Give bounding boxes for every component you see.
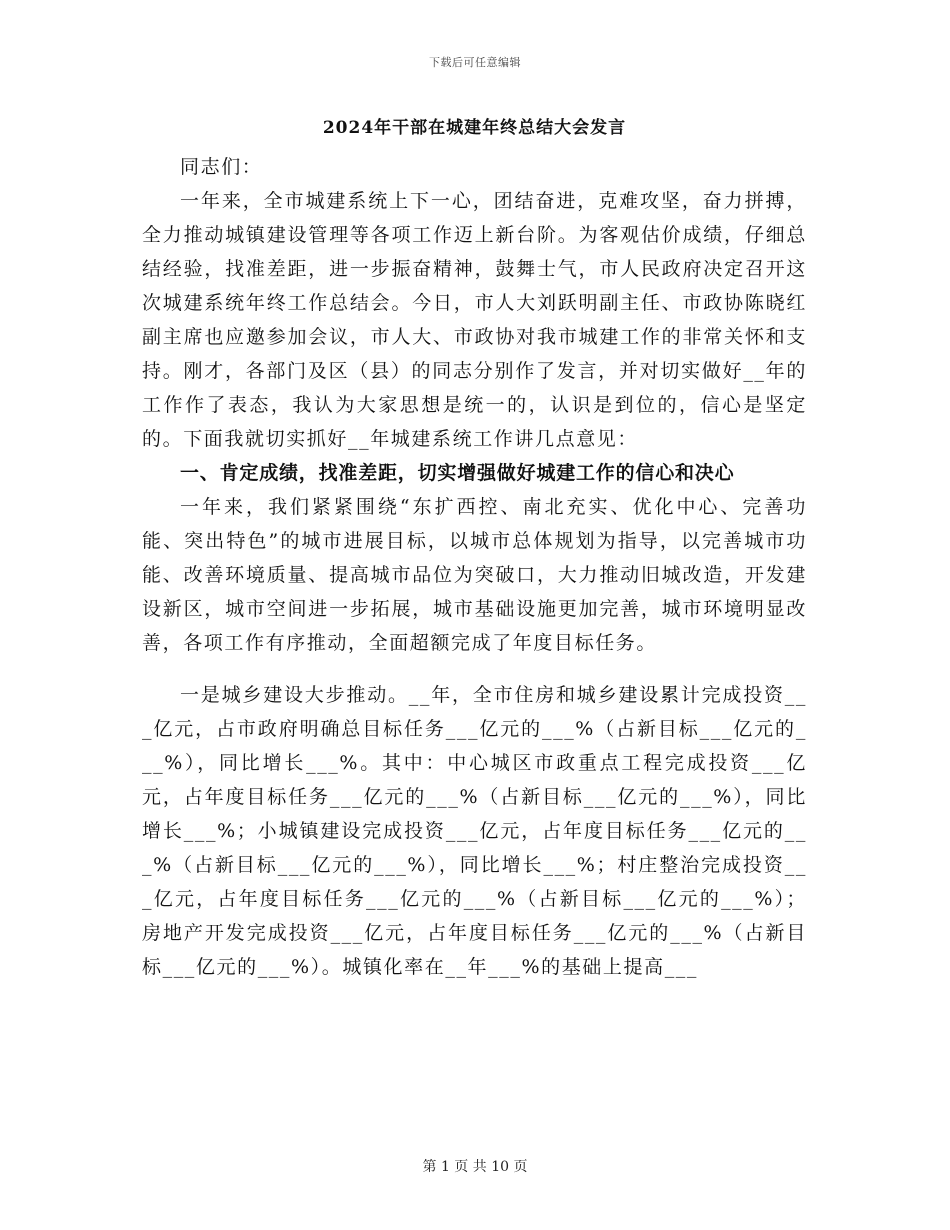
document-body bbox=[142, 110, 807, 984]
document-title: 2024年干部在城建年终总结大会发言 bbox=[322, 118, 627, 138]
paragraph-construction: 一是城乡建设大步推动。__年，全市住房和城乡建设累计完成投资___亿元，占市政府明确总目标任务___亿元的___%（占新目标___亿元的___%），同比增长___%。其中：中心城区市政重点工程完成投资___亿元，占年度目标任务___亿元的___%（占新目标___亿元的___%），同比增长___%；小城镇建设完成投资___亿元，占年度目标任务___亿元的___%（占新目标___亿元的___%），同比增长___%；村庄整治完成投资___亿元，占年度目标任务___亿元的___%（占新目标___亿元的___%）；房地产开发完成投资___亿元，占年度目标任务___亿元的___%（占新目标___亿元的___%）。城镇化率在__年___%的基础上提高___ bbox=[142, 684, 807, 978]
header-note: 下载后可任意编辑 bbox=[429, 56, 521, 69]
paragraph-intro: 一年来，全市城建系统上下一心，团结奋进，克难攻坚，奋力拼搏，全力推动城镇建设管理等各项工作迈上新台阶。为客观估价成绩，仔细总结经验，找准差距，进一步振奋精神，鼓舞士气，市人民政府决定召开这次城建系统年终工作总结会。今日，市人大刘跃明副主任、市政协陈晓红副主席也应邀参加会议，市人大、市政协对我市城建工作的非常关怀和支持。刚才，各部门及区（县）的同志分别作了发言，并对切实做好__年的工作作了表态，我认为大家思想是统一的，认识是到位的，信心是坚定的。下面我就切实抓好__年城建系统工作讲几点意见： bbox=[142, 190, 807, 450]
section-heading: 一、肯定成绩，找准差距，切实增强做好城建工作的信心和决心 bbox=[180, 462, 735, 484]
page-number: 第 1 页 共 10 页 bbox=[422, 1159, 528, 1175]
salutation: 同志们： bbox=[180, 156, 263, 178]
paragraph-achievements: 一年来，我们紧紧围绕“东扩西控、南北充实、优化中心、完善功能、突出特色”的城市进展目标，以城市总体规划为指导，以完善城市功能、改善环境质量、提高城市品位为突破口，大力推动旧城改造，开发建设新区，城市空间进一步拓展，城市基础设施更加完善，城市环境明显改善，各项工作有序推动，全面超额完成了年度目标任务。 bbox=[142, 496, 807, 654]
